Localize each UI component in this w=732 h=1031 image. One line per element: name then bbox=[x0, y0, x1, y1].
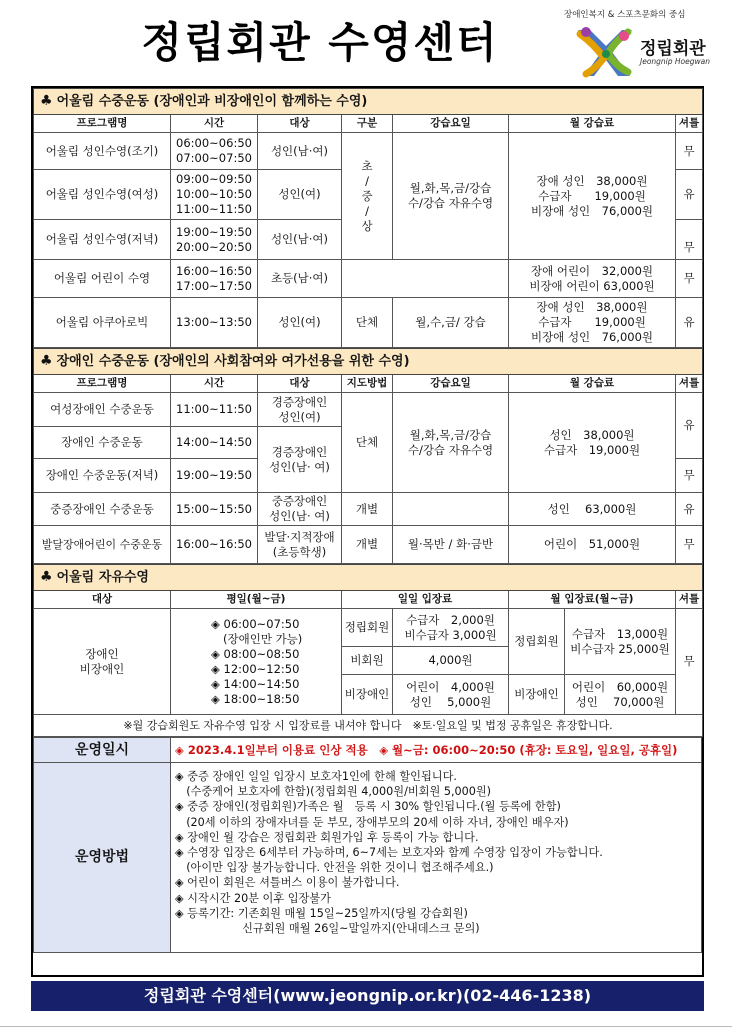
program-name: 발달장애어린이 수중운동 bbox=[34, 526, 171, 564]
shuttle: 유 bbox=[676, 493, 703, 526]
logo-tagline: 장애인복지 & 스포츠문화의 중심 bbox=[564, 10, 686, 20]
notice-text: ※월 강습회원도 자유수영 입장 시 입장료를 내셔야 합니다 ※토·일요일 및 법정 공휴일은 휴장합니다. bbox=[34, 715, 703, 737]
logo-name: 정립회관 bbox=[640, 39, 706, 59]
shuttle: 무 bbox=[676, 133, 703, 170]
shuttle: 무 bbox=[676, 609, 703, 715]
teaching-method: 단체 bbox=[342, 393, 393, 493]
col-header: 강습요일 bbox=[393, 375, 509, 393]
free-swim-target: 장애인 비장애인 bbox=[34, 609, 171, 715]
table-row bbox=[34, 526, 703, 564]
program-target: 성인(남·여) bbox=[258, 133, 342, 170]
monthly-fee: 장애 성인 38,000원 수급자 19,000원 비장애 성인 76,000원 bbox=[509, 133, 676, 260]
table-row bbox=[34, 298, 703, 348]
hours-row bbox=[34, 738, 702, 763]
hours-label: 운영일시 bbox=[34, 738, 171, 763]
method-label: 운영방법 bbox=[34, 763, 171, 953]
col-header: 프로그램명 bbox=[34, 375, 171, 393]
monthly-fee: 성인 38,000원 수급자 19,000원 bbox=[509, 393, 676, 493]
method-line: ◈ 장애인 월 강습은 정립회관 회원가입 후 등록이 가능 합니다. bbox=[175, 830, 479, 844]
method-line: (수중케어 보호자에 한함)(정립회원 4,000원/비회원 5,000원) bbox=[175, 785, 492, 799]
footer-contact: 정립회관 수영센터(www.jeongnip.or.kr)(02-446-1238) bbox=[31, 981, 704, 1011]
program-time: 13:00~13:50 bbox=[171, 298, 258, 348]
logo-mark-icon bbox=[574, 24, 638, 80]
lesson-days: 월,수,금/ 강습 bbox=[393, 298, 509, 348]
table-row bbox=[34, 609, 703, 647]
col-header: 시간 bbox=[171, 375, 258, 393]
program-time: 16:00~16:50 17:00~17:50 bbox=[171, 260, 258, 298]
methods-row bbox=[34, 763, 702, 953]
col-header: 셔틀 bbox=[676, 115, 703, 133]
section1-header-row bbox=[34, 115, 703, 133]
col-header: 월 강습료 bbox=[509, 115, 676, 133]
program-name: 여성장애인 수중운동 bbox=[34, 393, 171, 427]
program-target: 성인(여) bbox=[258, 170, 342, 220]
col-header: 대상 bbox=[258, 375, 342, 393]
monthly-member-label: 정립회원 bbox=[509, 609, 565, 675]
col-header: 셔틀 bbox=[676, 375, 703, 393]
shuttle: 무 bbox=[676, 526, 703, 564]
lesson-days: 월,화,목,금/강습 수/강습 자유수영 bbox=[393, 133, 509, 260]
table-row bbox=[34, 393, 703, 427]
method-line: ◈ 등록기간: 기존회원 매월 15일~25일까지(당월 강습회원) bbox=[175, 906, 468, 920]
daily-member-fee: 수급자 2,000원 비수급자 3,000원 bbox=[393, 609, 509, 647]
monthly-member-fee: 수급자 13,000원 비수급자 25,000원 bbox=[565, 609, 676, 675]
section3-title: ♣ 어울림 자유수영 bbox=[34, 565, 703, 591]
program-name: 중증장애인 수중운동 bbox=[34, 493, 171, 526]
program-time: 14:00~14:50 bbox=[171, 427, 258, 459]
lesson-days: 월·목반 / 화·금반 bbox=[393, 526, 509, 564]
monthly-fee: 장애 성인 38,000원 수급자 19,000원 비장애 성인 76,000원 bbox=[509, 298, 676, 348]
method-line: ◈ 시작시간 20분 이후 입장불가 bbox=[175, 891, 331, 905]
program-target: 발달·지적장애 (초등학생) bbox=[258, 526, 342, 564]
shuttle: 유 bbox=[676, 298, 703, 348]
page-title: 정립회관 수영센터 bbox=[141, 18, 499, 67]
daily-nonmember-fee: 4,000원 bbox=[393, 647, 509, 675]
section2-title: ♣ 장애인 수중운동 (장애인의 사회참여와 여가선용을 위한 수영) bbox=[34, 349, 703, 375]
daily-nondisabled-fee: 어린이 4,000원 성인 5,000원 bbox=[393, 675, 509, 715]
shuttle: 무 bbox=[676, 260, 703, 298]
bottom-divider bbox=[0, 1026, 732, 1027]
program-name: 어울림 성인수영(여성) bbox=[34, 170, 171, 220]
blank-cell bbox=[393, 493, 509, 526]
section3-header-row bbox=[34, 591, 703, 609]
col-header: 월 강습료 bbox=[509, 375, 676, 393]
logo-english-name: Jeongnip Hoegwan bbox=[640, 57, 710, 66]
shuttle: 유 bbox=[676, 170, 703, 220]
method-line: 신규회원 매월 26일~말일까지(안내데스크 문의) bbox=[175, 922, 480, 936]
section2-header-row bbox=[34, 375, 703, 393]
monthly-nondisabled-label: 비장애인 bbox=[509, 675, 565, 715]
table-row bbox=[34, 133, 703, 170]
method-line: (20세 이하의 장애자녀를 둔 부모, 장애부모의 20세 이하 자녀, 장애인 배우자) bbox=[175, 815, 569, 829]
shuttle: 유 bbox=[676, 393, 703, 459]
program-name: 어울림 성인수영(조기) bbox=[34, 133, 171, 170]
program-time: 19:00~19:50 20:00~20:50 bbox=[171, 220, 258, 260]
col-header: 월 입장료(월~금) bbox=[509, 591, 676, 609]
program-target: 초등(남·여) bbox=[258, 260, 342, 298]
program-time: 16:00~16:50 bbox=[171, 526, 258, 564]
program-target: 중증장애인 성인(남· 여) bbox=[258, 493, 342, 526]
program-target: 경증장애인 성인(남· 여) bbox=[258, 427, 342, 493]
method-line: ◈ 어린이 회원은 셔틀버스 이용이 불가합니다. bbox=[175, 876, 400, 890]
program-time: 06:00~06:50 07:00~07:50 bbox=[171, 133, 258, 170]
method-line: (아이만 입장 불가능합니다. 안전을 위한 것이니 협조해주세요.) bbox=[175, 861, 494, 875]
col-header: 강습요일 bbox=[393, 115, 509, 133]
program-time: 11:00~11:50 bbox=[171, 393, 258, 427]
program-target: 성인(여) bbox=[258, 298, 342, 348]
page-header bbox=[0, 0, 732, 84]
teaching-method: 개별 bbox=[342, 493, 393, 526]
program-name: 어울림 성인수영(저녁) bbox=[34, 220, 171, 260]
method-line: ◈ 중증 장애인(정립회원)가족은 월 등록 시 30% 할인됩니다.(월 등록에 한함) bbox=[175, 800, 561, 814]
program-target: 성인(남·여) bbox=[258, 220, 342, 260]
col-header: 대상 bbox=[258, 115, 342, 133]
section1-table bbox=[33, 88, 703, 348]
program-name: 어울림 어린이 수영 bbox=[34, 260, 171, 298]
daily-nondisabled-label: 비장애인 bbox=[342, 675, 393, 715]
free-swim-times: ◈ 06:00~07:50 (장애인만 가능) ◈ 08:00~08:50 ◈ 12:00~12:50 ◈ 14:00~14:50 ◈ 18:00~18:50 bbox=[171, 609, 342, 715]
method-list bbox=[171, 763, 702, 953]
method-line: ◈ 중증 장애인 일일 입장시 보호자1인에 한해 할인됩니다. bbox=[175, 770, 457, 783]
level-type: 단체 bbox=[342, 298, 393, 348]
col-header: 구분 bbox=[342, 115, 393, 133]
program-target: 경증장애인 성인(여) bbox=[258, 393, 342, 427]
operation-table bbox=[33, 737, 702, 953]
program-name: 장애인 수중운동(저녁) bbox=[34, 459, 171, 493]
logo bbox=[560, 6, 730, 80]
club-icon: ♣ bbox=[40, 569, 53, 585]
section1-title: ♣ 어울림 수중운동 (장애인과 비장애인이 함께하는 수영) bbox=[34, 89, 703, 115]
program-time: 19:00~19:50 bbox=[171, 459, 258, 493]
monthly-fee: 장애 어린이 32,000원 비장애 어린이 63,000원 bbox=[509, 260, 676, 298]
club-icon: ♣ bbox=[40, 93, 53, 109]
table-row bbox=[34, 493, 703, 526]
method-line: ◈ 수영장 입장은 6세부터 가능하며, 6~7세는 보호자와 함께 수영장 입장이 가능합니다. bbox=[175, 846, 603, 860]
col-header: 프로그램명 bbox=[34, 115, 171, 133]
main-frame bbox=[31, 86, 704, 977]
program-time: 15:00~15:50 bbox=[171, 493, 258, 526]
daily-member-label: 정립회원 bbox=[342, 609, 393, 647]
monthly-fee: 어린이 51,000원 bbox=[509, 526, 676, 564]
table-row bbox=[34, 260, 703, 298]
blank-cell bbox=[342, 260, 509, 298]
hours-text: ◈ 2023.4.1일부터 이용료 인상 적용 ◈ 월~금: 06:00~20:50 (휴장: 토요일, 일요일, 공휴일) bbox=[171, 738, 702, 763]
program-name: 어울림 아쿠아로빅 bbox=[34, 298, 171, 348]
section3-table bbox=[33, 564, 703, 737]
daily-nonmember-label: 비회원 bbox=[342, 647, 393, 675]
col-header: 일일 입장료 bbox=[342, 591, 509, 609]
program-name: 장애인 수중운동 bbox=[34, 427, 171, 459]
teaching-method: 개별 bbox=[342, 526, 393, 564]
section2-table bbox=[33, 348, 703, 564]
lesson-days: 월,화,목,금/강습 수/강습 자유수영 bbox=[393, 393, 509, 493]
col-header: 대상 bbox=[34, 591, 171, 609]
monthly-nondisabled-fee: 어린이 60,000원 성인 70,000원 bbox=[565, 675, 676, 715]
club-icon: ♣ bbox=[40, 353, 53, 369]
col-header: 평일(월~금) bbox=[171, 591, 342, 609]
col-header: 시간 bbox=[171, 115, 258, 133]
program-time: 09:00~09:50 10:00~10:50 11:00~11:50 bbox=[171, 170, 258, 220]
monthly-fee: 성인 63,000원 bbox=[509, 493, 676, 526]
shuttle: 무 bbox=[676, 220, 703, 260]
shuttle: 무 bbox=[676, 459, 703, 493]
col-header: 지도방법 bbox=[342, 375, 393, 393]
level-type: 초 / 중 / 상 bbox=[342, 133, 393, 260]
col-header: 셔틀 bbox=[676, 591, 703, 609]
